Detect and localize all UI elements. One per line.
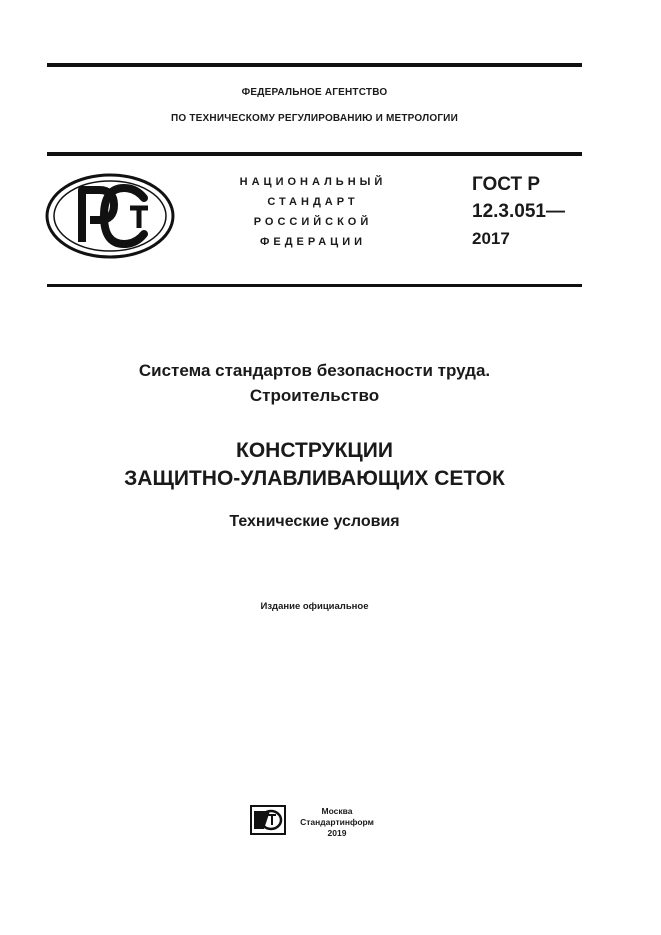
edition-label: Издание официальное bbox=[260, 601, 369, 612]
standartinform-logo-icon bbox=[250, 805, 286, 840]
gost-number: 12.3.051— bbox=[472, 201, 565, 222]
publisher-city: Москва bbox=[321, 806, 353, 816]
agency-line-2: ПО ТЕХНИЧЕСКОМУ РЕГУЛИРОВАНИЮ И МЕТРОЛОГИИ bbox=[171, 113, 458, 124]
gost-year: 2017 bbox=[472, 229, 510, 248]
series-line-1: Система стандартов безопасности труда. bbox=[138, 361, 491, 380]
publisher-info bbox=[292, 806, 382, 839]
gost-designation bbox=[472, 171, 565, 252]
standard-block-bottom-rule bbox=[47, 284, 582, 287]
publisher-year: 2019 bbox=[327, 828, 347, 838]
national-line-2: СТАНДАРТ bbox=[267, 196, 359, 208]
national-line-4: ФЕДЕРАЦИИ bbox=[259, 236, 367, 248]
series-line-2: Строительство bbox=[249, 386, 380, 405]
document-subtitle: Технические условия bbox=[229, 513, 400, 530]
national-line-3: РОССИЙСКОЙ bbox=[253, 216, 373, 228]
agency-line-1: ФЕДЕРАЛЬНОЕ АГЕНТСТВО bbox=[241, 87, 388, 98]
gost-prefix: ГОСТ Р bbox=[472, 174, 541, 195]
national-line-1: НАЦИОНАЛЬНЫЙ bbox=[239, 176, 387, 188]
document-title bbox=[47, 437, 582, 493]
gost-r-certification-logo-icon bbox=[44, 172, 176, 265]
series-title bbox=[47, 358, 582, 408]
main-title-line-2: ЗАЩИТНО-УЛАВЛИВАЮЩИХ СЕТОК bbox=[124, 467, 505, 490]
header-bottom-rule bbox=[47, 152, 582, 156]
main-title-line-1: КОНСТРУКЦИИ bbox=[236, 439, 393, 462]
top-rule bbox=[47, 63, 582, 67]
national-standard-label bbox=[218, 172, 408, 252]
publisher-name: Стандартинформ bbox=[300, 817, 374, 827]
